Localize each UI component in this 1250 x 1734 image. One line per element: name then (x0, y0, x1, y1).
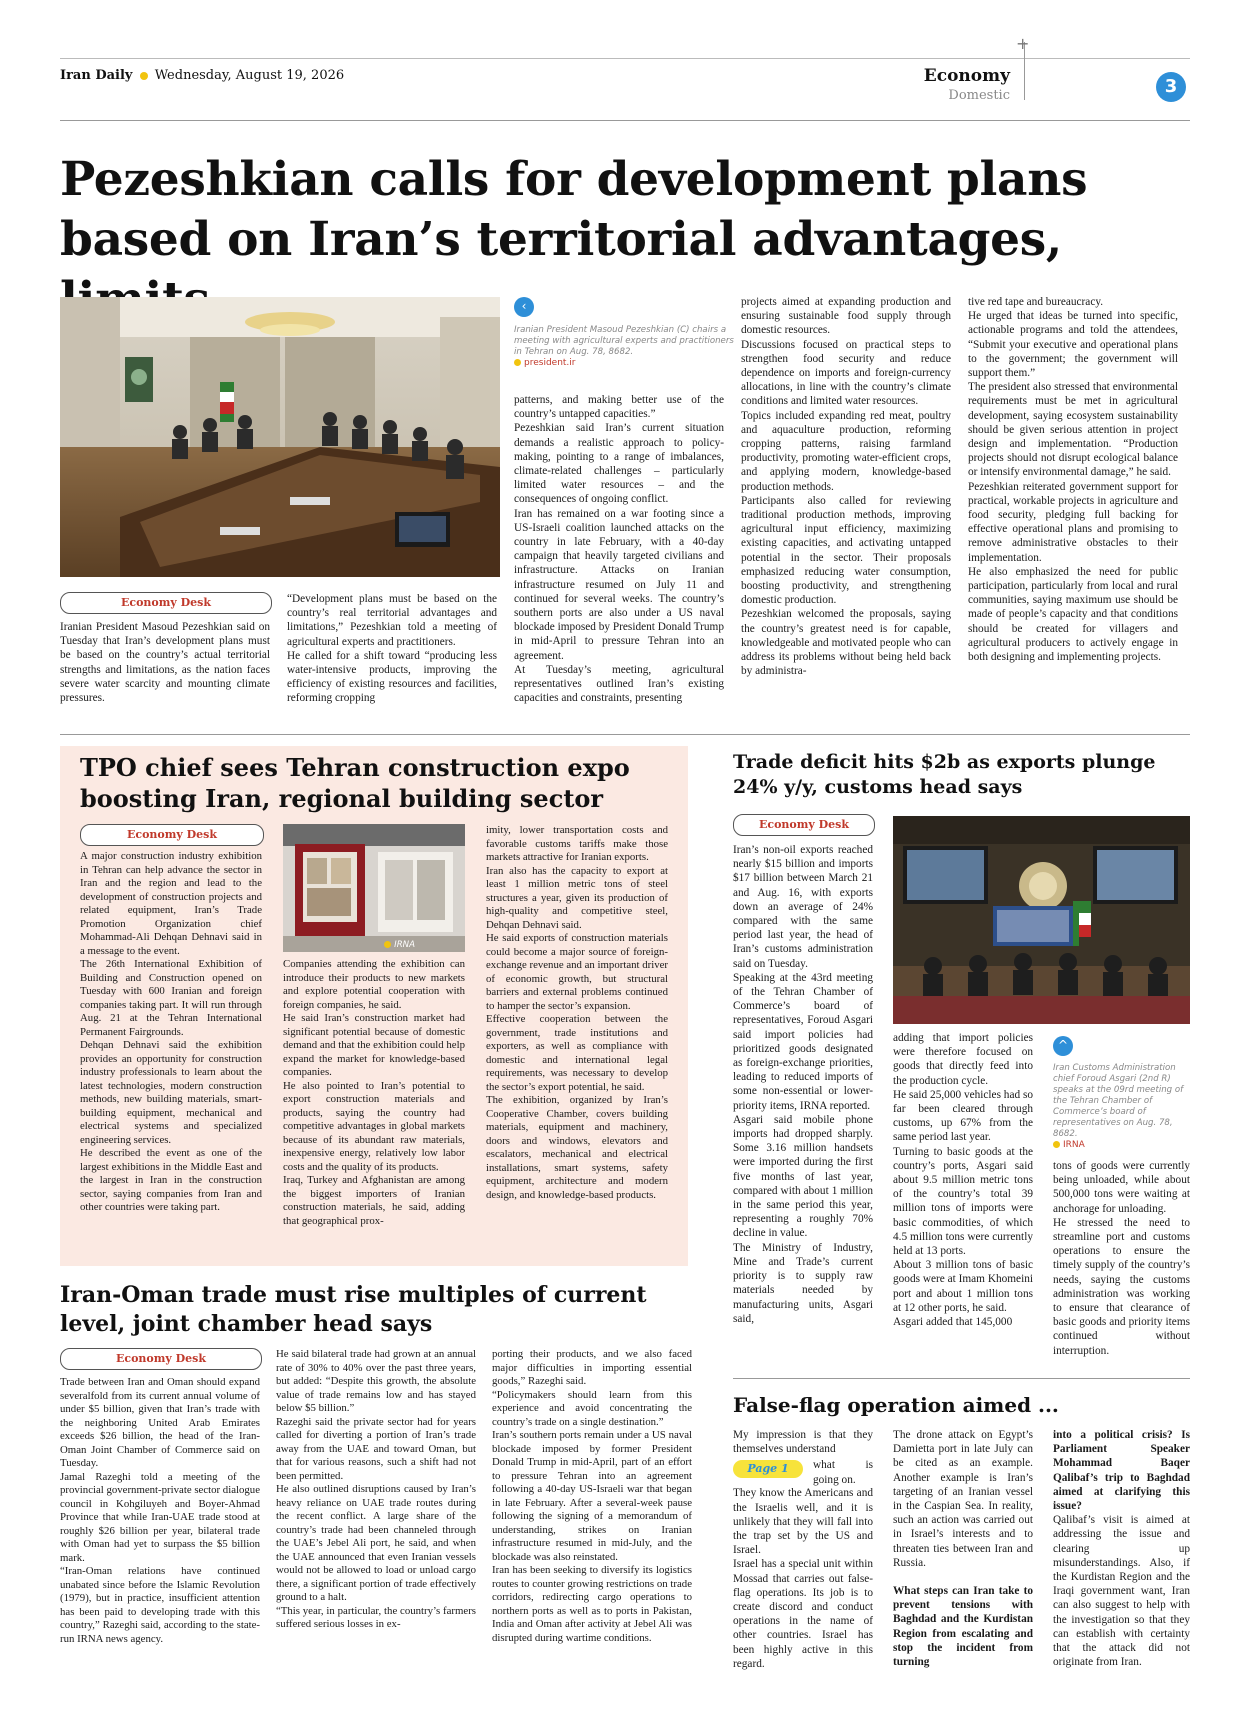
trade-desk-badge: Economy Desk (733, 814, 875, 836)
oman-col1 (60, 1376, 260, 1646)
tpo-col1-p1: A major construction industry exhibition in Tehran can help advance the sector in Iran and the region and lead to the development of construction projects and related equipment, Iran’s Trade Promotion Organization chief Mohammad-Ali Dehqan Dehnavi said in a message to the event. (80, 850, 262, 957)
oman-headline: Iran-Oman trade must rise multiples of current level, joint chamber head says (60, 1282, 647, 1337)
tpo-col3-p1: imity, lower transportation costs and favorable customs tariffs make those markets attractive for Iranian exports. (486, 824, 668, 863)
chevron-up-icon[interactable]: ^ (1053, 1036, 1073, 1056)
tpo-col1-p3: Dehqan Dehnavi said the exhibition provides an opportunity for construction industry professionals to learn about the latest technologies, modern construction methods, new building materials, smart-building equipment, mechanical and electrical systems and specialized engineering services. (80, 1039, 262, 1146)
main-desk-badge: Economy Desk (60, 592, 272, 614)
tpo-col3-p2: Iran also has the capacity to export at least 1 million metric tons of steel structures a year, given its production of high-quality and competitive steel, Dehqan Dehnavi said. (486, 864, 668, 931)
trade-col1-p1: Iran’s non-oil exports reached nearly $15 billion and imports $17 billion between March 21 and Aug. 16, with exports down an average of 24% compared with the same period last year, the head of Iran’s customs administration said on Tuesday. (733, 844, 873, 970)
main-col4-p2: Discussions focused on practical steps to strengthen food security and reduce dependence on imports and foreign-currency allocations, in line with the country’s climate conditions and limited water resources. (741, 338, 951, 408)
page-1-badge-label: Page 1 (747, 1462, 789, 1476)
oman-col2 (276, 1348, 476, 1632)
oman-col3-p3: Iran’s southern ports remain under a US naval blockade imposed by former President Donald Trump in mid-April, part of an effort to pressure Tehran into an agreement following a 40-day US-Israeli war that began in late February. After a several-week pause following the signing of a memorandum of understanding, strikes on Iranian infrastructure resumed in mid-July, and the blockade was also reinstated. (492, 1429, 692, 1563)
oman-col2-p1: He said bilateral trade had grown at an annual rate of 30% to 40% over the past three years, but added: “Despite this growth, the absolute value of trade remains low and has stayed below $5 billion.” (276, 1348, 476, 1414)
trade-caption-text: Iran Customs Administration chief Foroud Asgari (2nd R) speaks at the 09rd meeting of the Tehran Chamber of Commerce’s board of representatives on Aug. 78, 8682. (1053, 1063, 1184, 1139)
chevron-left-icon[interactable]: ‹ (514, 297, 534, 317)
falseflag-col1-cont: what is going on. (813, 1459, 873, 1486)
main-bottom-rule (60, 734, 1190, 735)
main-col4-p5: Pezeshkian welcomed the proposals, saying the country’s greatest need is for capable, knowledgeable and motivated people who can address its problems without being held back by administra- (741, 608, 951, 678)
falseflag-headline: False-flag operation aimed ... (733, 1393, 1059, 1417)
tpo-col2-p3: He also pointed to Iran’s potential to export construction materials and products, saying the country had competitive advantages in global markets because of its abundant raw materials, inexpensive energy, relatively low labor costs and the quality of its products. (283, 1079, 465, 1173)
meeting-photo (60, 297, 500, 577)
trade-caption (1053, 1063, 1190, 1151)
main-col4-p3: Topics included expanding red meat, poultry and aquaculture production, reforming cropping patterns, raising farmland productivity, promoting water-efficient crops, and applying modern, knowledge-based production methods. (741, 409, 951, 493)
oman-col3 (492, 1348, 692, 1645)
trade-col3-p2: He stressed the need to streamline port and customs operations to ensure the timely supply of the country’s needs, saying the customs administration was working to ensure that clearance of basic goods and priority items continued without interruption. (1053, 1216, 1190, 1357)
trade-col1-p4: The Ministry of Industry, Mine and Trade’s current priority is to supply raw materials needed by manufacturing units, Asgari said, (733, 1241, 873, 1325)
main-col3-p3: Iran has remained on a war footing since a US-Israeli coalition launched attacks on the country in late February, with a 40-day campaign that heavily targeted civilians and infrastructure. Attacks on Iranian infrastructure resumed on July 11 and continued for several weeks. The country’s southern ports are also under a US naval blockade imposed by President Donald Trump in mid-April to pressure Tehran into an agreement. (514, 507, 724, 662)
main-col5-p5: He also emphasized the need for public participation, particularly from local and rural communities, saying maximum use should be made of people’s capacity and that conditions should be created for villagers and agricultural producers to actively engage in both designing and implementing projects. (968, 565, 1178, 664)
main-col3-p2: Pezeshkian said Iran’s current situation demands a realistic approach to policy-making, pointing to a range of imbalances, climate-related challenges – particularly limited water resources – and the consequences of ongoing conflict. (514, 422, 724, 506)
tpo-col2-p4: Iraq, Turkey and Afghanistan are among the biggest importers of Iranian construction materials, he said, adding that geographical prox- (283, 1174, 465, 1227)
falseflag-col1-p1: They know the Americans and the Israelis well, and it is unlikely that they will fall into the trap set by the US and Israel. (733, 1487, 873, 1557)
trade-col2-p5: Asgari added that 145,000 (893, 1316, 1013, 1329)
main-photo-credit: president.ir (514, 358, 576, 368)
main-col2-p2: He called for a shift toward “producing less water-intensive products, improving the efficiency of existing resources and facilities, reforming cropping (287, 649, 497, 705)
trade-col2-p1: adding that import policies were therefore focused on goods that directly feed into the production cycle. (893, 1032, 1033, 1087)
falseflag-col1-intro: My impression is that they themselves understand (733, 1429, 873, 1456)
main-col3-p1: patterns, and making better use of the country’s untapped capacities.” (514, 394, 724, 421)
oman-desk-badge: Economy Desk (60, 1348, 262, 1370)
main-col4-p1: projects aimed at expanding production and ensuring sustainable food supply through domestic resources. (741, 296, 951, 337)
trade-col3-p1: tons of goods were currently being unloaded, while about 500,000 tons were waiting at anchorage for unloading. (1053, 1160, 1190, 1215)
plus-icon: + (1016, 34, 1030, 53)
tpo-headline: TPO chief sees Tehran construction expo boosting Iran, regional building sector (80, 753, 630, 813)
trade-bottom-rule (733, 1378, 1190, 1379)
main-col3 (514, 393, 724, 705)
header-top-rule (60, 58, 1190, 59)
page-1-badge[interactable] (733, 1460, 803, 1478)
oman-col3-p2: “Policymakers should learn from this experience and avoid concentrating the country’s trade on a single destination.” (492, 1388, 692, 1428)
main-col2-p1: “Development plans must be based on the country’s real territorial advantages and limitations,” Pezeshkian told a meeting of agricultural experts and practitioners. (287, 593, 497, 648)
expo-photo-art (283, 824, 465, 952)
header-left (60, 68, 344, 83)
oman-col3-p1: porting their products, and we also faced major difficulties in importing essential goods,” Razeghi said. (492, 1348, 692, 1387)
meeting-photo-art (60, 297, 500, 577)
tpo-col3-p5: The exhibition, organized by Iran’s Cooperative Chamber, covers building materials, equipment and machinery, doors and windows, elevators and escalators, mechanical and electrical installations, smart systems, safety equipment, architecture and modern design, and knowledge-based products. (486, 1094, 668, 1201)
trade-col2-p2: He said 25,000 vehicles had so far been cleared through customs, up 67% from the same period last year. (893, 1088, 1033, 1144)
tpo-col1-p2: The 26th International Exhibition of Building and Construction opened on Tuesday with 600 Iranian and foreign companies taking part. It will run through Aug. 21 at the Tehran International Permanent Fairgrounds. (80, 958, 262, 1038)
subsection-name: Domestic (948, 88, 1010, 103)
header-bottom-rule (60, 120, 1190, 121)
oman-col1-p3: “Iran-Oman relations have continued unabated since before the Islamic Revolution (1979), but in practice, insufficient attention has been paid to developing trade with this country,” Razeghi said, according to the state-run IRNA news agency. (60, 1565, 260, 1645)
tpo-col2-p2: He said Iran’s construction market had significant potential because of domestic demand and that the exhibition could help expand the market for knowledge-based companies. (283, 1012, 465, 1078)
main-caption (514, 325, 734, 369)
expo-photo-credit: IRNA (384, 940, 415, 950)
tpo-col2 (283, 958, 465, 1228)
customs-photo-art (893, 816, 1190, 1024)
falseflag-col3 (1053, 1428, 1190, 1669)
paper-name: Iran Daily (60, 68, 133, 83)
trade-col2-p4: About 3 million tons of basic goods were at Imam Khomeini port and about 1 million tons at 12 other ports, he said. (893, 1259, 1033, 1314)
falseflag-question-1: What steps can Iran take to prevent tensions with Baghdad and the Kurdistan Region from escalating and stop the incident from turning (893, 1585, 1033, 1669)
main-col5-p1: tive red tape and bureaucracy. (968, 296, 1104, 308)
oman-col1-p1: Trade between Iran and Oman should expand severalfold from its current annual volume of under $5 billion, given that Iran’s trade with the neighboring United Arab Emirates exceeds $26 billion, the head of the Iran-Oman Joint Chamber of Commerce said on Tuesday. (60, 1376, 260, 1469)
oman-col2-p3: He also outlined disruptions caused by Iran’s heavy reliance on UAE trade routes during the recent conflict. A large share of the country’s trade had been channeled through the UAE’s Jebel Ali port, he said, and when the UAE announced that even Iranian vessels would not be allowed to load or unload cargo there, a significant portion of trade effectively ground to a halt. (276, 1483, 476, 1603)
main-col3-p4: At Tuesday’s meeting, agricultural representatives outlined Iran’s existing capacities and constraints, presenting (514, 663, 724, 705)
trade-col3 (1053, 1159, 1190, 1358)
issue-date: Wednesday, August 19, 2026 (154, 68, 345, 83)
trade-headline: Trade deficit hits $2b as exports plunge 24% y/y, customs head says (733, 751, 1156, 798)
main-col5 (968, 295, 1178, 664)
oman-col3-p4: Iran has been seeking to diversify its logistics routes to counter growing restrictions on trade corridors, redirecting cargo operations to northern ports as well as to ports in Pakistan, India and Oman after activity at Jebel Ali was disrupted during wartime conditions. (492, 1564, 692, 1644)
page-number-badge (1156, 72, 1186, 102)
falseflag-col1 (733, 1428, 873, 1671)
tpo-desk-badge: Economy Desk (80, 824, 264, 846)
falseflag-col2 (893, 1428, 1033, 1669)
tpo-col3-p3: He said exports of construction materials could become a major source of foreign-exchange revenue and an important driver of economic growth, but structural barriers and external problems continued to hamper the sector’s expansion. (486, 932, 668, 1012)
falseflag-col2-p1: The drone attack on Egypt’s Damietta port in late July can be cited as an example. Another example is Iran’s targeting of an Iranian vessel in the Caspian Sea. In reality, such an action was carried out in Israel’s interests and to threaten ties between Iran and Russia. (893, 1429, 1033, 1569)
falseflag-answer: Qalibaf’s visit is aimed at addressing the issue and clearing up misunderstandings. Also, if the Kurdistan Region and the Iraqi government want, Iran can also suggest to help with the investigation so that they can establish with certainty that the attack did not originate from Iran. (1053, 1514, 1190, 1669)
page-number: 3 (1164, 76, 1178, 97)
falseflag-col1-p2: Israel has a special unit within Mossad that carries out false-flag operations. Its job is to create discord and conduct operations in the name of other countries. Israel has been highly active in this regard. (733, 1558, 873, 1670)
tpo-col3 (486, 824, 668, 1202)
main-col2 (287, 592, 497, 706)
tpo-col1-p4: He described the event as one of the largest exhibitions in the Middle East and the largest in Iran in the construction sector, saying companies from Iran and other countries were taking part. (80, 1147, 262, 1213)
customs-photo (893, 816, 1190, 1024)
main-col4 (741, 295, 951, 678)
oman-col2-p2: Razeghi said the private sector had for years called for diverting a portion of Iran’s trade away from the UAE and toward Oman, but that for various reasons, such a shift had not been permitted. (276, 1415, 476, 1482)
main-col4-p4: Participants also called for reviewing traditional production methods, improving agricultural input efficiency, maximizing existing capacities, and activating untapped potential in the sector. Their proposals emphasized reducing water consumption, boosting productivity, and strengthening domestic production. (741, 494, 951, 607)
oman-col1-p2: Jamal Razeghi told a meeting of the provincial government-private sector dialogue council in Kohgiluyeh and Boyer-Ahmad Province that while Iran-UAE trade stood at roughly $26 billion per year, bilateral trade with Oman had yet to surpass the $5 billion mark. (60, 1470, 260, 1564)
main-col1 (60, 620, 270, 705)
tpo-col3-p4: Effective cooperation between the government, trade institutions and exporters, as well as compliance with domestic and international legal requirements, was necessary to develop the sector’s export potential, he said. (486, 1013, 668, 1093)
trade-photo-credit: IRNA (1053, 1140, 1085, 1150)
tpo-col2-p1: Companies attending the exhibition can introduce their products to new markets and explore potential cooperation with foreign companies, he said. (283, 958, 465, 1011)
oman-col2-p4: “This year, in particular, the country’s farmers suffered serious losses in ex- (276, 1604, 476, 1630)
falseflag-question-2: into a political crisis? Is Parliament Speaker Mohammad Baqer Qalibaf’s trip to Baghdad aimed at clarifying this issue? (1053, 1429, 1190, 1513)
main-caption-text: Iranian President Masoud Pezeshkian (C) chairs a meeting with agricultural experts and practitioners in Tehran on Aug. 78, 8682. (514, 325, 734, 357)
main-col5-p4: Pezeshkian reiterated government support for practical, workable projects in agriculture and food security, pledging full backing for effective operational plans and promising to remove administrative obstacles to their implementation. (968, 480, 1178, 564)
trade-col1-p2: Speaking at the 43rd meeting of the Tehran Chamber of Commerce’s board of representatives, Foroud Asgari said import policies had prioritized goods designated as foreign-exchange priorities, leading to reduced imports of some non-essential or lower-priority items, IRNA reported. (733, 971, 873, 1112)
section-label (900, 66, 1010, 103)
trade-col2-p3: Turning to basic goods at the country’s ports, Asgari said about 9.5 million metric tons of the country’s total 39 million tons of imports were basic commodities, of which 4.5 million tons were currently held at 13 ports. (893, 1145, 1033, 1258)
trade-col1 (733, 843, 873, 1326)
main-col5-p2: He urged that ideas be turned into specific, actionable programs and told the attendees, “Submit your executive and operational plans to the government; the government will support them.” (968, 310, 1178, 380)
section-name: Economy (923, 66, 1010, 86)
trade-col2 (893, 1031, 1033, 1329)
main-col1-p1: Iranian President Masoud Pezeshkian said on Tuesday that Iran’s development plans must be based on the country’s actual territorial strengths and limitations, as the nation faces severe water scarcity and mounting climate pressures. (60, 621, 270, 705)
tpo-col1 (80, 850, 262, 1215)
main-headline: Pezeshkian calls for development plans based on Iran’s territorial advantages, (60, 152, 1088, 267)
main-col5-p3: The president also stressed that environmental requirements must be met in agricultural development, saying ecosystem sustainability should be given serious attention in project design and implementation. “Production projects should not disrupt ecological balance or intensify environmental damage,” he said. (968, 381, 1178, 479)
falseflag-badge-row (733, 1458, 873, 1486)
expo-photo (283, 824, 465, 952)
dot-icon (140, 72, 148, 80)
trade-col1-p3: Asgari said mobile phone imports had dropped sharply. Some 3.16 million handsets were imported during the first five months of last year, compared with about 1 million in the same period this year, representing a roughly 70% decline in value. (733, 1113, 873, 1240)
